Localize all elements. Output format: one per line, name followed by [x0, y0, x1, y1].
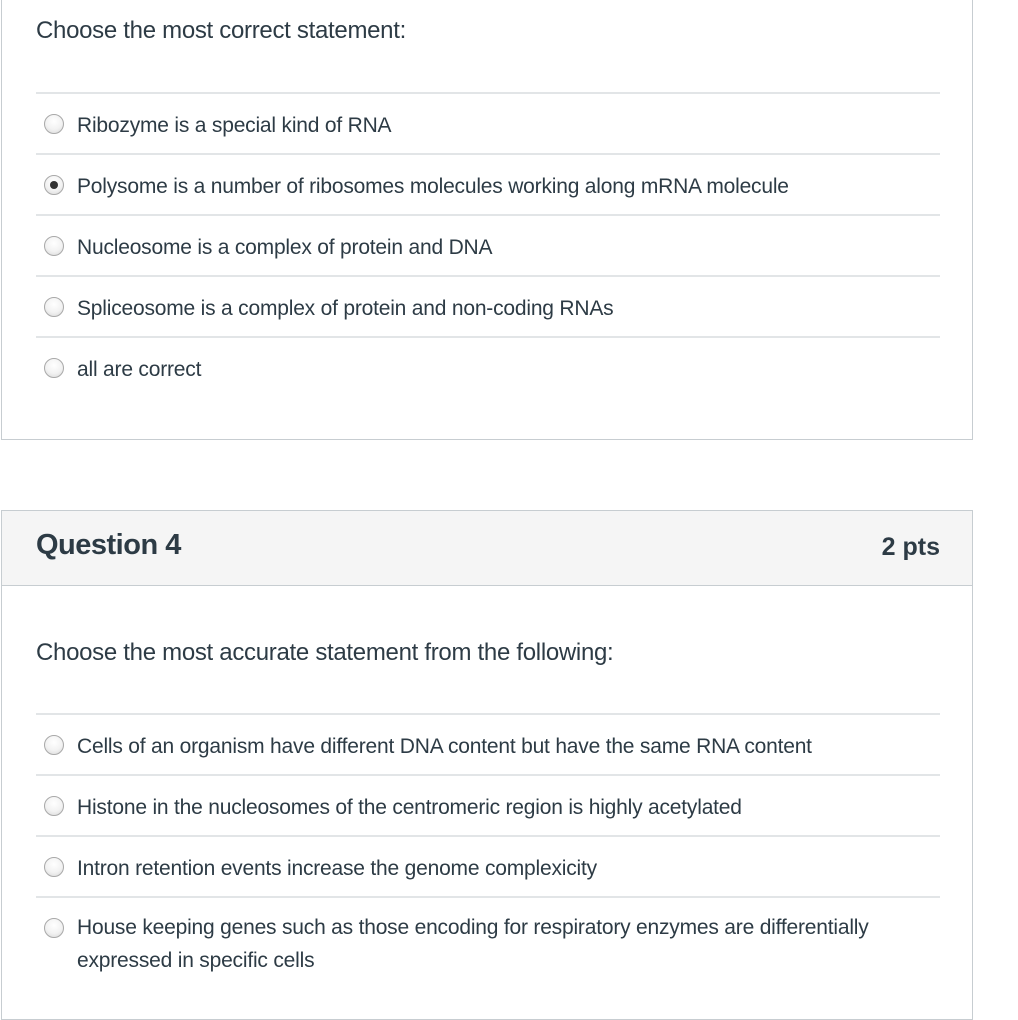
answer-label[interactable]: Intron retention events increase the genome complexicity: [77, 857, 597, 880]
radio-button-selected[interactable]: [44, 175, 64, 195]
answer-option[interactable]: [36, 153, 940, 214]
radio-button[interactable]: [44, 918, 64, 938]
question-4-card: [1, 510, 973, 1020]
answer-label[interactable]: Cells of an organism have different DNA content but have the same RNA content: [77, 735, 812, 758]
answer-option[interactable]: [36, 713, 940, 774]
radio-button[interactable]: [44, 114, 64, 134]
answer-option[interactable]: [36, 774, 940, 835]
radio-button[interactable]: [44, 796, 64, 816]
radio-button[interactable]: [44, 735, 64, 755]
radio-button[interactable]: [44, 297, 64, 317]
answer-list: [36, 713, 940, 984]
answer-option[interactable]: [36, 896, 940, 984]
answer-label[interactable]: House keeping genes such as those encoding for respiratory enzymes are differentially expressed in specific cells: [77, 916, 869, 972]
radio-button[interactable]: [44, 236, 64, 256]
question-text: Choose the most accurate statement from the following:: [36, 639, 614, 666]
radio-button[interactable]: [44, 358, 64, 378]
answer-label[interactable]: Polysome is a number of ribosomes molecules working along mRNA molecule: [77, 175, 789, 198]
answer-label[interactable]: Ribozyme is a special kind of RNA: [77, 114, 392, 137]
question-header: [2, 511, 972, 586]
answer-option[interactable]: [36, 275, 940, 336]
answer-option[interactable]: [36, 92, 940, 153]
answer-label[interactable]: Histone in the nucleosomes of the centromeric region is highly acetylated: [77, 796, 742, 819]
answer-option[interactable]: [36, 336, 940, 397]
answer-option[interactable]: [36, 214, 940, 275]
answer-option[interactable]: [36, 835, 940, 896]
question-title: Question 4: [36, 529, 181, 561]
answer-label[interactable]: all are correct: [77, 358, 202, 381]
answer-list: [36, 92, 940, 397]
question-3-card: [1, 0, 973, 440]
answer-label[interactable]: Nucleosome is a complex of protein and DNA: [77, 236, 493, 259]
question-text: Choose the most correct statement:: [36, 17, 406, 44]
radio-button[interactable]: [44, 857, 64, 877]
question-points: 2 pts: [881, 533, 940, 561]
answer-label[interactable]: Spliceosome is a complex of protein and non-coding RNAs: [77, 297, 614, 320]
